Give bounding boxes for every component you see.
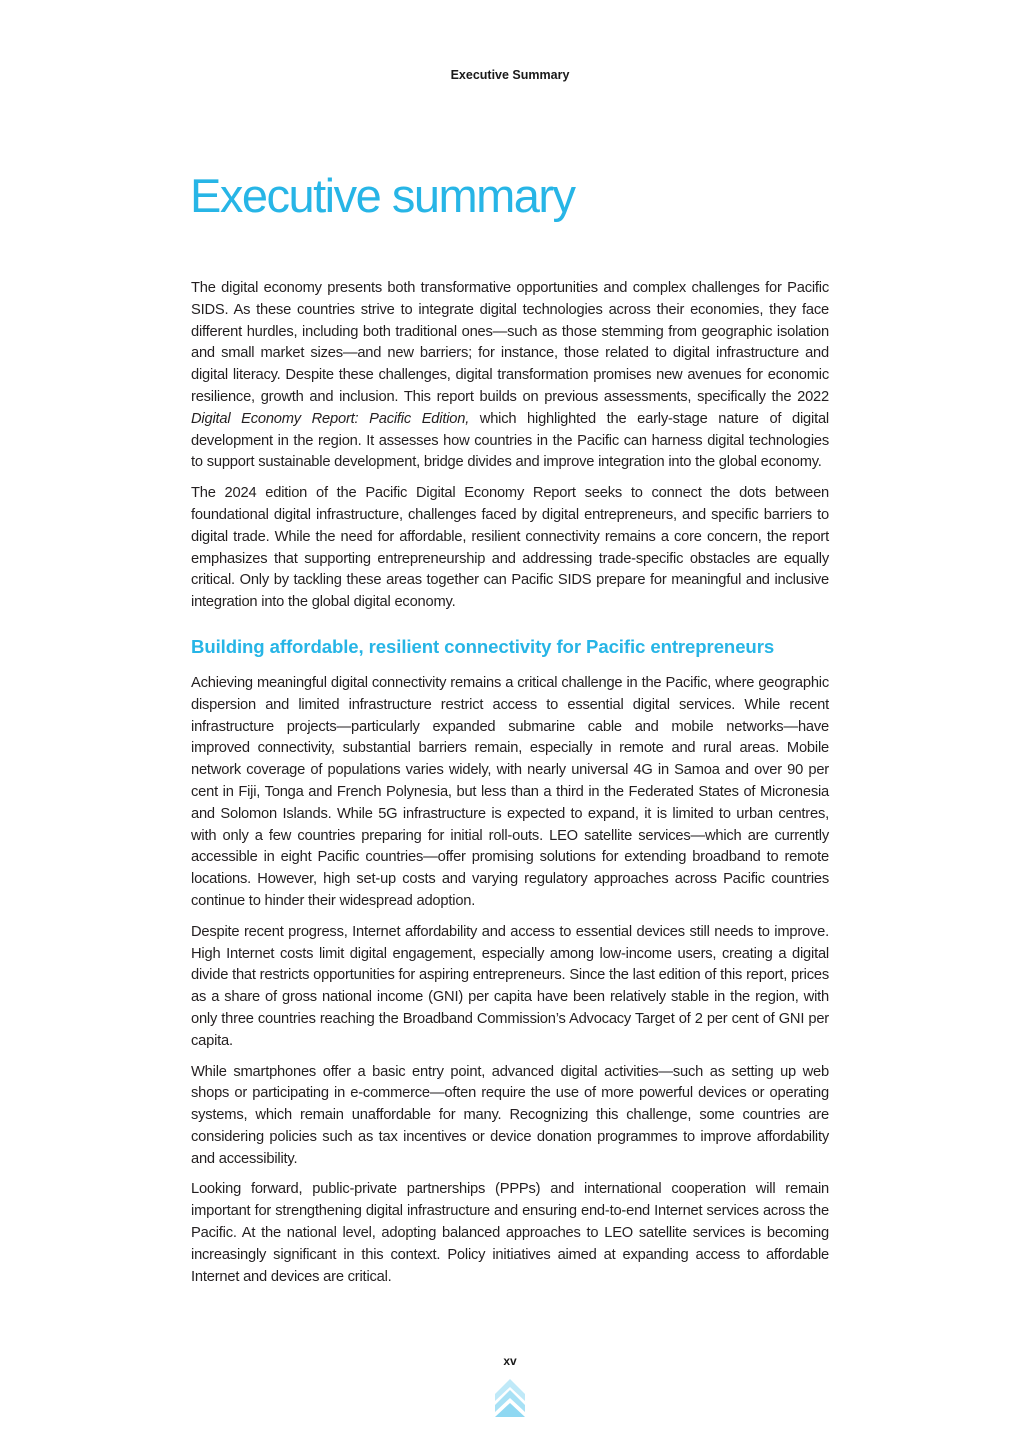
page-title: Executive summary bbox=[190, 169, 575, 222]
paragraph-outlook: Looking forward, public-private partnerships (PPPs) and international cooperation will remain important for strengthening digital infrastructure and ensuring end-to-end Internet services across the Pacific. At the national level, adopting balanced approaches to LEO satellite services is becoming increasingly significant in this context. Policy initiatives aimed at expanding access to affordable Internet and devices are critical. bbox=[191, 1181, 829, 1285]
paragraph-intro-part-2: which highlighted the early-stage nature of digital development in the region. It assesses how countries in the Pacific can harness digital technologies to support sustainable development, bridge divides and improve integration into the global economy. bbox=[191, 410, 829, 471]
report-title-citation: Digital Economy Report: Pacific Edition, bbox=[191, 410, 470, 427]
paragraph-affordability: Despite recent progress, Internet affordability and access to essential devices still needs to improve. High Internet costs limit digital engagement, especially among low-income users, creating a digital divide that restricts opportunities for aspiring entrepreneurs. Since the last edition of this report, prices as a share of gross national income (GNI) per capita have been relatively stable in the region, with only three countries reaching the Broadband Commission’s Advocacy Target of 2 per cent of GNI per capita. bbox=[191, 923, 829, 1049]
page-number: xv bbox=[503, 1354, 517, 1368]
paragraph-2024-edition: The 2024 edition of the Pacific Digital Economy Report seeks to connect the dots between foundational digital infrastructure, challenges faced by digital entrepreneurs, and specific barriers to digital trade. While the need for affordable, resilient connectivity remains a core concern, the report emphasizes that supporting entrepreneurship and addressing trade-specific obstacles are equally critical. Only by tackling these areas together can Pacific SIDS prepare for meaningful and inclusive integration into the global digital economy. bbox=[191, 485, 829, 611]
paragraph-devices: While smartphones offer a basic entry point, advanced digital activities—such as setting up web shops or participating in e-commerce—often require the use of more powerful devices or operating systems, which remain unaffordable for many. Recognizing this challenge, some countries are considering policies such as tax incentives or device donation programmes to improve affordability and accessibility. bbox=[191, 1063, 829, 1167]
section-heading: Building affordable, resilient connectivity for Pacific entrepreneurs bbox=[191, 635, 775, 657]
chevron-up-icon bbox=[494, 1377, 526, 1419]
running-header: Executive Summary bbox=[450, 68, 570, 82]
paragraph-intro-part-1: The digital economy presents both transformative opportunities and complex challenges for Pacific SIDS. As these countries strive to integrate digital technologies across their economies, they face different hurdles, including both traditional ones—such as those stemming from geographic isolation and small market sizes—and new barriers; for instance, those related to digital infrastructure and digital literacy. Despite these challenges, digital transformation promises new avenues for economic resilience, growth and inclusion. This report builds on previous assessments, specifically the 2022 bbox=[191, 280, 829, 405]
main-content bbox=[191, 278, 829, 1297]
paragraph-connectivity: Achieving meaningful digital connectivity remains a critical challenge in the Pacific, where geographic dispersion and limited infrastructure restrict access to essential digital services. While recent infrastructure projects—particularly expanded submarine cable and mobile networks—have improved connectivity, substantial barriers remain, especially in remote and rural areas. Mobile network coverage of populations varies widely, with nearly universal 4G in Samoa and over 90 per cent in Fiji, Tonga and French Polynesia, but less than a third in the Federated States of Micronesia and Solomon Islands. While 5G infrastructure is expected to expand, it is limited to urban centres, with only a few countries preparing for initial roll-outs. LEO satellite services—which are currently accessible in eight Pacific countries—offer promising solutions for extending broadband to remote locations. However, high set-up costs and varying regulatory approaches across Pacific countries continue to hinder their widespread adoption. bbox=[191, 674, 829, 909]
paragraph-intro bbox=[191, 278, 829, 474]
